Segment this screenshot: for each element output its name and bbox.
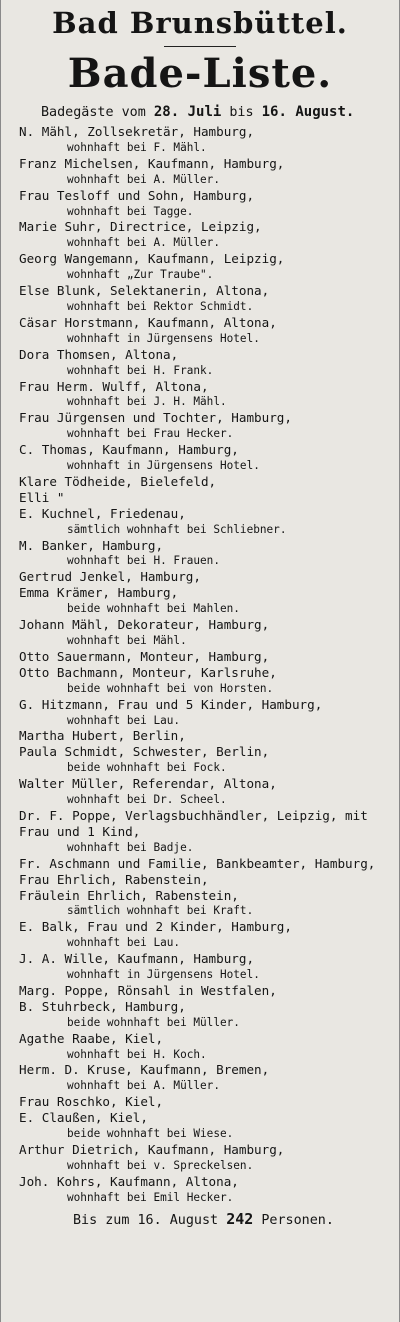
guest-line: Marg. Poppe, Rönsahl in Westfalen, [19,982,277,998]
masthead: Bad Brunsbüttel. [52,6,348,40]
footer-suffix: Personen. [261,1212,334,1228]
guest-line: C. Thomas, Kaufmann, Hamburg, [19,442,239,458]
guest-line: Franz Michelsen, Kaufmann, Hamburg, [19,155,285,171]
lodging-line: beide wohnhaft bei Fock. [67,761,227,775]
lodging-line: wohnhaft bei H. Frauen. [67,554,220,568]
guest-line: Frau Roschko, Kiel, [19,1094,164,1110]
divider [164,46,236,47]
guest-line: M. Banker, Hamburg, [19,537,164,553]
lodging-line: wohnhaft bei J. H. Mähl. [67,395,227,409]
lodging-line: wohnhaft bei H. Koch. [67,1047,207,1061]
lodging-line: wohnhaft bei A. Müller. [67,236,220,250]
lodging-line: wohnhaft bei Emil Hecker. [67,1190,234,1204]
guest-line: Martha Hubert, Berlin, [19,728,186,744]
footer-prefix: Bis zum 16. August [73,1212,219,1228]
guest-list [1,124,399,1206]
guest-line: Herm. D. Kruse, Kaufmann, Bremen, [19,1062,270,1078]
guest-line: Agathe Raabe, Kiel, [19,1030,164,1046]
lodging-line: wohnhaft bei A. Müller. [67,172,220,186]
guest-line: Gertrud Jenkel, Hamburg, [19,569,201,585]
period-line [41,103,399,122]
guest-line: Dr. F. Poppe, Verlagsbuchhändler, Leipzig, mit [19,807,368,823]
guest-line: Frau Ehrlich, Rabenstein, [19,871,209,887]
guest-line: N. Mähl, Zollsekretär, Hamburg, [19,124,255,139]
lodging-line: sämtlich wohnhaft bei Schliebner. [67,522,287,536]
lodging-line: wohnhaft bei Lau. [67,936,181,950]
page-title: Bade-Liste. [67,50,333,97]
period-from: 28. Juli [153,104,222,120]
guest-line: Frau Herm. Wulff, Altona, [19,378,209,394]
guest-line: E. Claußen, Kiel, [19,1110,148,1126]
guest-line: Frau und 1 Kind, [19,823,141,839]
lodging-line: wohnhaft in Jürgensens Hotel. [67,459,260,473]
guest-line: Walter Müller, Referendar, Altona, [19,776,277,792]
guest-line: Otto Bachmann, Monteur, Karlsruhe, [19,664,277,680]
lodging-line: wohnhaft bei Tagge. [67,204,194,218]
lodging-line: beide wohnhaft bei Mahlen. [67,602,240,616]
guest-line: Dora Thomsen, Altona, [19,346,179,362]
guest-line: Fräulein Ehrlich, Rabenstein, [19,887,239,903]
guest-line: Elli " [19,489,65,505]
guest-line: G. Hitzmann, Frau und 5 Kinder, Hamburg, [19,696,323,712]
lodging-line: sämtlich wohnhaft bei Kraft. [67,904,254,918]
guest-line: B. Stuhrbeck, Hamburg, [19,998,186,1014]
guest-line: Cäsar Horstmann, Kaufmann, Altona, [19,314,277,330]
guest-line: Else Blunk, Selektanerin, Altona, [19,283,270,299]
guest-line: Marie Suhr, Directrice, Leipzig, [19,219,262,235]
guest-count: 242 [226,1209,254,1228]
lodging-line: wohnhaft bei v. Spreckelsen. [67,1158,254,1172]
guest-line: E. Kuchnel, Friedenau, [19,505,186,521]
lodging-line: wohnhaft bei Mähl. [67,634,187,647]
guest-line: Johann Mähl, Dekorateur, Hamburg, [19,617,270,633]
lodging-line: wohnhaft bei Lau. [67,713,181,727]
footer-total [73,1210,399,1230]
guest-line: Frau Tesloff und Sohn, Hamburg, [19,187,255,203]
lodging-line: wohnhaft in Jürgensens Hotel. [67,968,260,982]
period-prefix: Badegäste vom [41,105,146,120]
guest-line: Joh. Kohrs, Kaufmann, Altona, [19,1173,239,1189]
guest-line: Otto Sauermann, Monteur, Hamburg, [19,648,270,664]
lodging-line: beide wohnhaft bei Wiese. [67,1127,234,1141]
period-to: 16. August. [261,104,355,120]
guest-line: Klare Tödheide, Bielefeld, [19,473,217,489]
guest-line: Emma Krämer, Hamburg, [19,585,179,601]
lodging-line: wohnhaft bei A. Müller. [67,1079,220,1093]
lodging-line: beide wohnhaft bei von Horsten. [67,681,274,695]
lodging-line: wohnhaft bei H. Frank. [67,363,214,377]
guest-line: Arthur Dietrich, Kaufmann, Hamburg, [19,1142,285,1157]
lodging-line: wohnhaft bei Dr. Scheel. [67,793,227,807]
guest-line: Fr. Aschmann und Familie, Bankbeamter, Hamburg, [19,855,376,871]
lodging-line: wohnhaft bei Rektor Schmidt. [67,299,254,313]
lodging-line: wohnhaft in Jürgensens Hotel. [67,331,260,345]
guest-line: Paula Schmidt, Schwester, Berlin, [19,744,270,760]
lodging-line: wohnhaft „Zur Traube". [67,268,214,282]
lodging-line: wohnhaft bei F. Mähl. [67,140,207,154]
guest-line: Frau Jürgensen und Tochter, Hamburg, [19,410,292,426]
lodging-line: wohnhaft bei Frau Hecker. [67,427,234,441]
guest-line: J. A. Wille, Kaufmann, Hamburg, [19,951,255,967]
guest-line: E. Balk, Frau und 2 Kinder, Hamburg, [19,919,292,935]
guest-line: Georg Wangemann, Kaufmann, Leipzig, [19,251,285,267]
lodging-line: wohnhaft bei Badje. [67,840,194,854]
period-middle: bis [229,105,254,120]
lodging-line: beide wohnhaft bei Müller. [67,1015,240,1029]
